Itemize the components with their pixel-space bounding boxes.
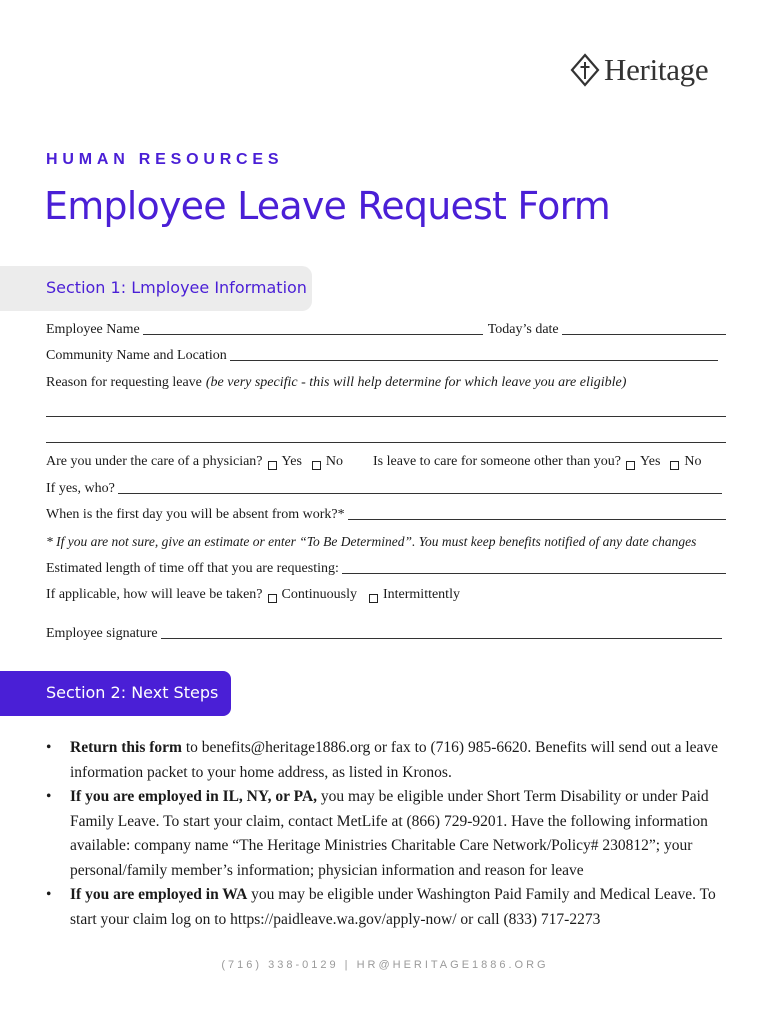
bullet-text: you may be eligible under Short Term Disability or under Paid Family Leave. To start your claim, contact MetLife at (866) 729-9201. Have the following information available: company name “The Heritage Ministries Charitable Care Network/Policy# 230812”; your personal/family member’s information; physician information and reason for leave	[70, 788, 709, 879]
intermittently-label: Intermittently	[382, 587, 460, 602]
community-field[interactable]	[230, 359, 718, 361]
community-row	[46, 348, 726, 364]
list-item	[46, 736, 736, 785]
employee-name-field[interactable]	[143, 333, 483, 335]
footer-contact: (716) 338-0129 | HR@HERITAGE1886.ORG	[221, 959, 549, 971]
bullet-text: to benefits@heritage1886.org or fax to (716) 985-6620. Benefits will send out a leave information packet to your home address, as listed in Kronos.	[70, 739, 719, 781]
other-care-no-label: No	[684, 454, 702, 469]
reason-row	[46, 375, 726, 391]
first-day-row	[46, 507, 726, 523]
section-1-title: Section 1: Lmployee Information	[46, 278, 307, 297]
other-care-yes-checkbox[interactable]	[626, 461, 635, 470]
continuously-label: Continuously	[281, 587, 357, 602]
reason-field-line-1[interactable]	[46, 416, 726, 417]
section-2-header	[0, 671, 231, 716]
todays-date-label: Today’s date	[487, 322, 559, 337]
length-row	[46, 561, 726, 577]
employee-name-label: Employee Name	[46, 322, 140, 337]
other-care-yes-label: Yes	[640, 454, 661, 469]
physician-no-label: No	[325, 454, 344, 469]
signature-row	[46, 626, 726, 642]
physician-no-checkbox[interactable]	[312, 461, 321, 470]
section-2-title: Section 2: Next Steps	[46, 683, 219, 702]
todays-date-field[interactable]	[562, 333, 726, 335]
bullet-lead: If you are employed in IL, NY, or PA,	[70, 788, 318, 805]
heritage-logo	[570, 50, 708, 90]
bullet-lead: Return this form	[70, 739, 182, 756]
bullet-icon: •	[46, 886, 52, 903]
length-field[interactable]	[342, 572, 726, 574]
how-taken-label: If applicable, how will leave be taken?	[46, 587, 263, 602]
physician-question: Are you under the care of a physician?	[46, 454, 263, 469]
section-1-header	[0, 266, 312, 311]
community-label: Community Name and Location	[46, 348, 227, 363]
logo-wordmark: Heritage	[604, 52, 709, 87]
bullet-text: you may be eligible under Washington Paid Family and Medical Leave. To start your claim log on to https://paidleave.wa.gov/apply-now/ or call (833) 717-2273	[70, 886, 716, 928]
physician-yes-label: Yes	[281, 454, 302, 469]
length-label: Estimated length of time off that you are requesting:	[46, 561, 339, 576]
signature-label: Employee signature	[46, 626, 158, 641]
page-title: Employee Leave Request Form	[44, 184, 610, 228]
if-yes-field[interactable]	[118, 492, 722, 494]
if-yes-row	[46, 481, 726, 497]
first-day-note: * If you are not sure, give an estimate or enter “To Be Determined”. You must keep benefits notified of any date changes	[46, 534, 697, 549]
first-day-label: When is the first day you will be absent from work?*	[46, 507, 345, 522]
next-steps-list	[46, 736, 736, 932]
if-yes-label: If yes, who?	[46, 481, 115, 496]
list-item	[46, 883, 736, 932]
how-taken-row	[46, 587, 726, 603]
intermittently-checkbox[interactable]	[369, 594, 378, 603]
other-care-question: Is leave to care for someone other than you?	[373, 454, 622, 469]
bullet-icon: •	[46, 739, 52, 756]
department-heading: HUMAN RESOURCES	[46, 151, 284, 168]
reason-label: Reason for requesting leave	[46, 375, 202, 390]
first-day-note-row	[46, 534, 726, 550]
bullet-lead: If you are employed in WA	[70, 886, 248, 903]
reason-hint: (be very specific - this will help determine for which leave you are eligible)	[205, 375, 627, 390]
physician-row	[46, 454, 726, 470]
signature-field[interactable]	[161, 637, 722, 639]
cross-diamond-icon	[570, 53, 600, 87]
bullet-icon: •	[46, 788, 52, 805]
employee-name-row	[46, 322, 726, 338]
list-item	[46, 785, 736, 883]
reason-field-line-2[interactable]	[46, 442, 726, 443]
continuously-checkbox[interactable]	[268, 594, 277, 603]
first-day-field[interactable]	[348, 518, 726, 520]
physician-yes-checkbox[interactable]	[268, 461, 277, 470]
other-care-no-checkbox[interactable]	[670, 461, 679, 470]
